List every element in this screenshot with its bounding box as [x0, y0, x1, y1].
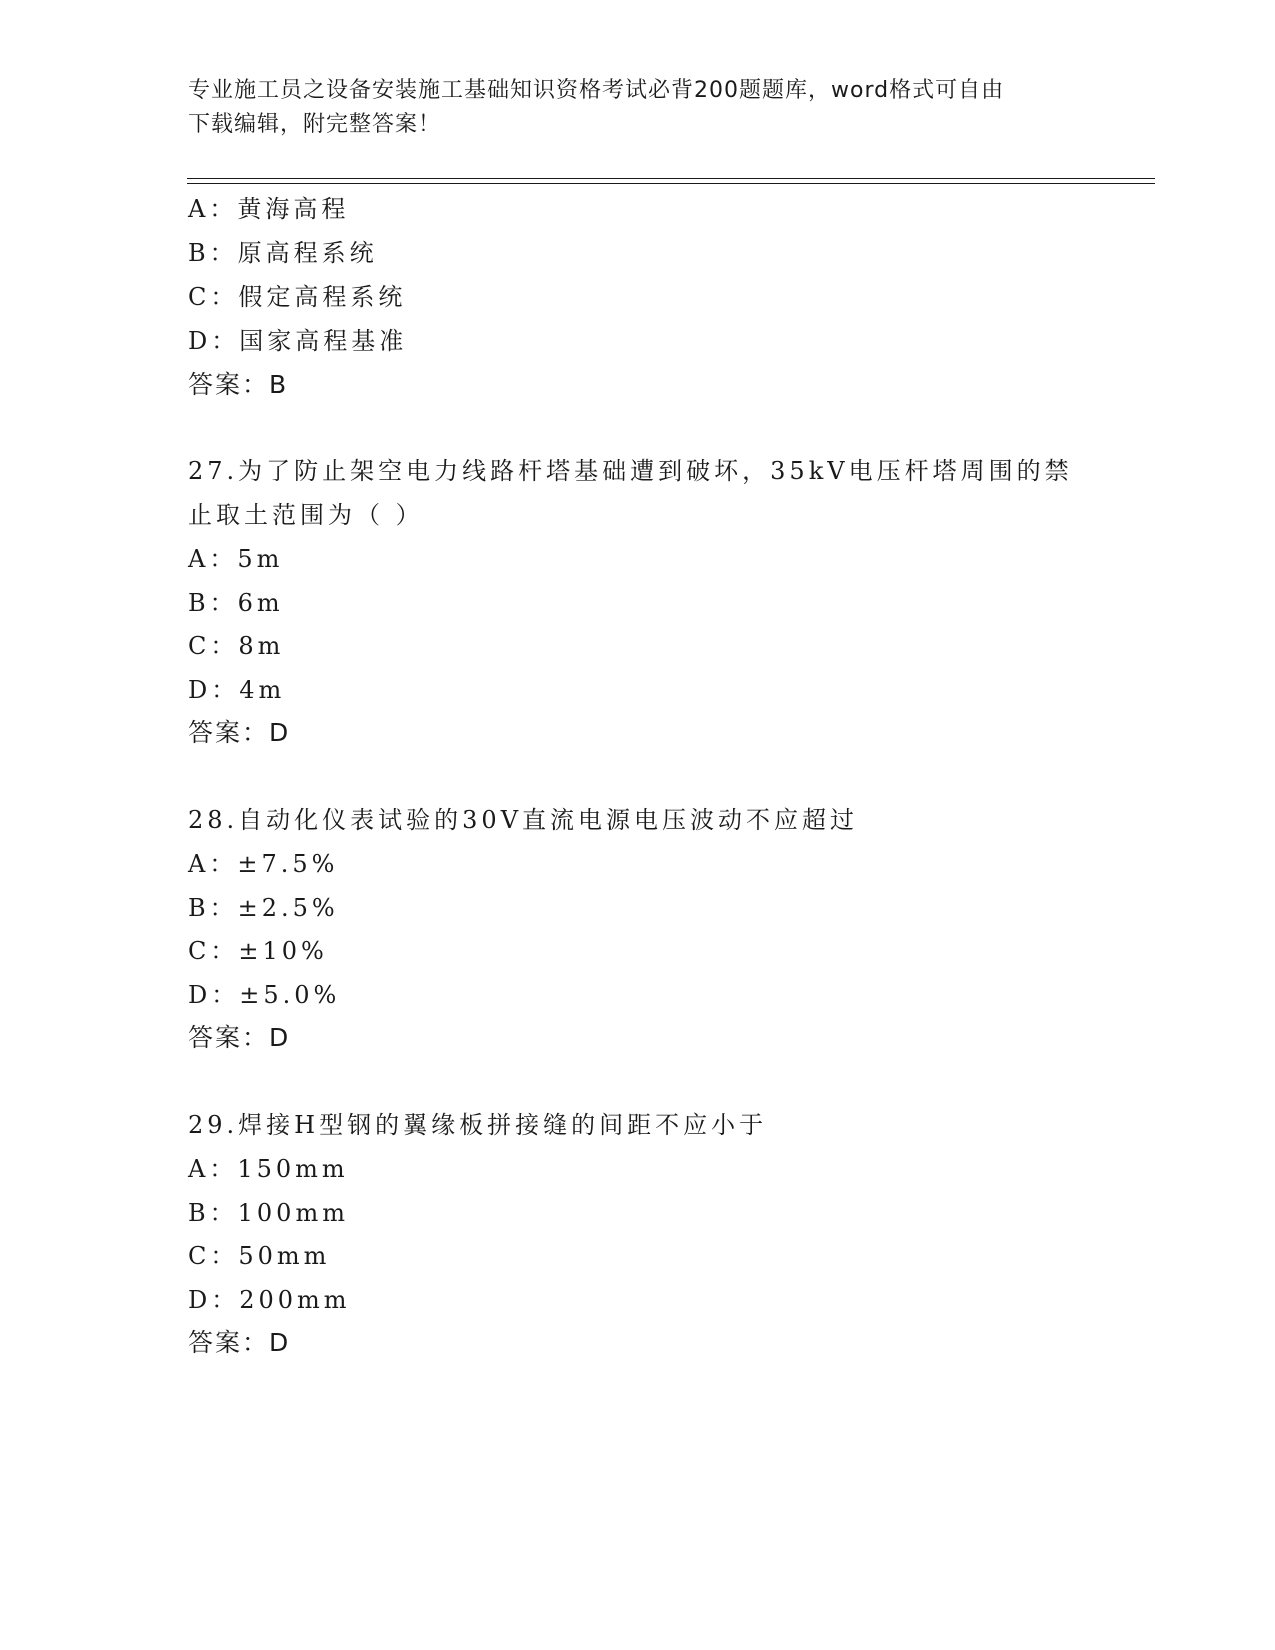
- q26-option-c: C：假定高程系统: [188, 283, 407, 311]
- header-divider-bottom: [187, 183, 1155, 184]
- q28-answer: 答案：D: [188, 1023, 291, 1052]
- q29-option-d: D：200mm: [188, 1286, 351, 1314]
- q29-answer: 答案：D: [188, 1328, 291, 1357]
- q27-option-c: C：8m: [188, 632, 285, 660]
- header-line-2: 下载编辑，附完整答案！: [188, 112, 442, 137]
- q29-option-a: A：150mm: [188, 1155, 349, 1183]
- q28-option-a: A：±7.5%: [188, 850, 339, 878]
- q27-option-d: D：4m: [188, 676, 286, 704]
- q27-option-a: A：5m: [188, 545, 284, 573]
- q26-option-a: A：黄海高程: [188, 195, 350, 223]
- header-divider-top: [187, 178, 1155, 179]
- q28-option-c: C：±10%: [188, 937, 328, 965]
- q26-option-b: B：原高程系统: [188, 239, 378, 267]
- q27-option-b: B：6m: [188, 589, 284, 617]
- document-header: [188, 74, 1088, 142]
- q29-option-c: C：50mm: [188, 1242, 331, 1270]
- q26-option-d: D：国家高程基准: [188, 327, 408, 355]
- q28-stem: 28.自动化仪表试验的30V直流电源电压波动不应超过: [188, 806, 859, 834]
- q27-stem-line-2: 止取土范围为（ ）: [188, 501, 424, 529]
- q28-option-b: B：±2.5%: [188, 894, 339, 922]
- q26-answer: 答案：B: [188, 370, 289, 399]
- header-line-1: 专业施工员之设备安装施工基础知识资格考试必背200题题库，word格式可自由: [188, 78, 1005, 103]
- q27-stem-line-1: 27.为了防止架空电力线路杆塔基础遭到破坏，35kV电压杆塔周围的禁: [188, 457, 1073, 485]
- q28-option-d: D：±5.0%: [188, 981, 341, 1009]
- q29-stem: 29.焊接H型钢的翼缘板拼接缝的间距不应小于: [188, 1111, 768, 1139]
- q27-answer: 答案：D: [188, 718, 291, 747]
- q29-option-b: B：100mm: [188, 1199, 349, 1227]
